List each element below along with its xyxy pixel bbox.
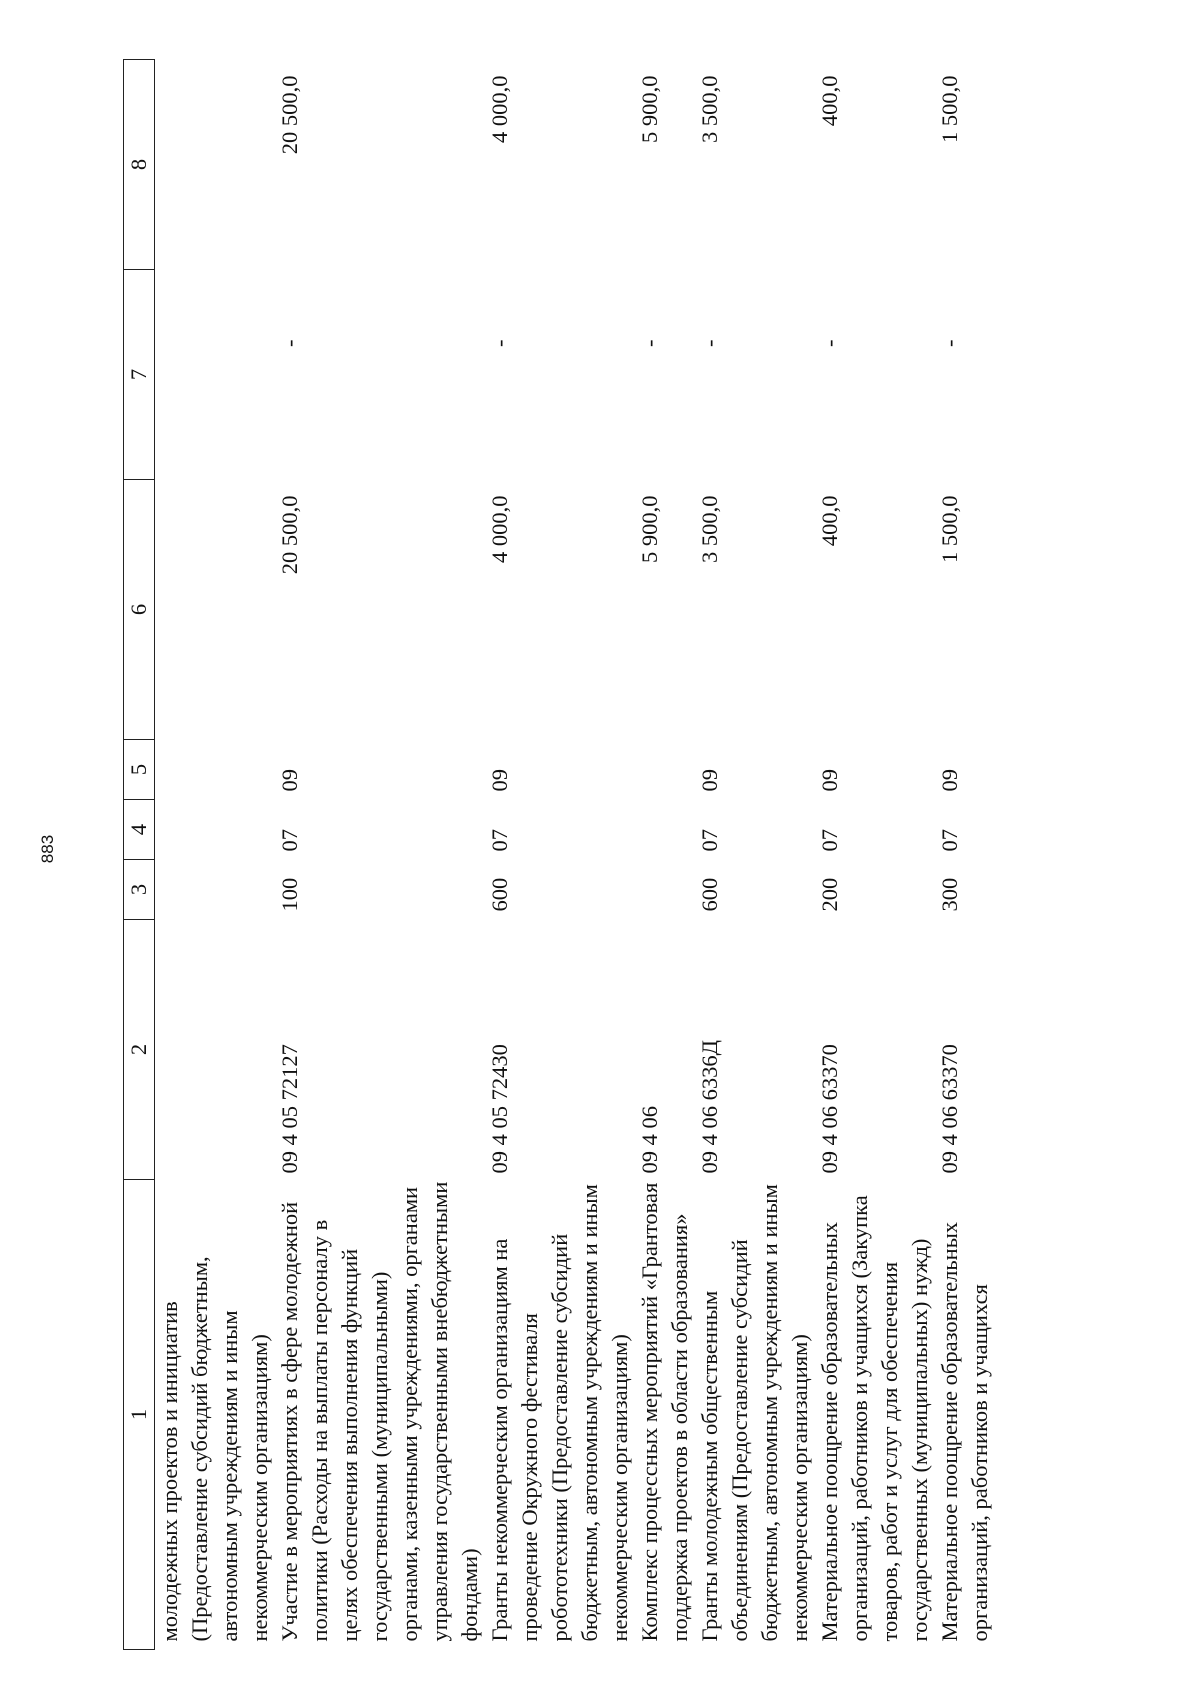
row-c4 [155, 800, 276, 860]
table-row [815, 60, 935, 1650]
row-c4: 07 [937, 829, 962, 852]
row-c4: 07 [817, 829, 842, 852]
row-c6: 20 500,0 [277, 495, 302, 575]
table-row [935, 60, 995, 1650]
budget-table-rotated [123, 60, 1073, 1650]
column-header: 2 [124, 920, 155, 1180]
table-row [695, 60, 815, 1650]
table-row [635, 60, 695, 1650]
row-c5: 09 [937, 769, 962, 792]
row-c3 [155, 860, 276, 920]
row-c7: - [277, 339, 302, 347]
row-c3: 300 [937, 877, 962, 912]
row-c8: 400,0 [817, 75, 842, 127]
column-header: 7 [124, 270, 155, 480]
column-header: 5 [124, 740, 155, 800]
row-c6 [155, 480, 276, 740]
row-code: 09 4 06 6336Д [697, 1040, 722, 1174]
row-c5 [155, 740, 276, 800]
row-code: 09 4 06 63370 [817, 1044, 842, 1174]
row-c7: - [697, 339, 722, 347]
row-name: Участие в мероприятиях в сфере молодежной политики (Расходы на выплаты персоналу в целях обеспечения выполнения функций государственными (муниципальными) органами, казенными учреждениями, органами управления государственными внебюджетными фондами) [277, 1181, 482, 1642]
row-name: Гранты молодежным общественным объединениям (Предоставление субсидий бюджетным, автономным учреждениям и иным некоммерческим организациям) [697, 1184, 812, 1642]
row-c6: 3 500,0 [697, 495, 722, 563]
column-header: 3 [124, 860, 155, 920]
row-c7: - [487, 339, 512, 347]
row-c5 [635, 740, 695, 800]
row-code: 09 4 05 72430 [487, 1044, 512, 1174]
table-row [485, 60, 635, 1650]
row-c3: 100 [277, 877, 302, 912]
page-number: 883 [38, 834, 57, 864]
row-c3: 600 [487, 877, 512, 912]
table-header-row [124, 60, 155, 1650]
row-c8: 4 000,0 [487, 75, 512, 143]
row-c8: 1 500,0 [937, 75, 962, 143]
row-c3: 600 [697, 877, 722, 912]
row-c7: - [817, 339, 842, 347]
table-row [275, 60, 485, 1650]
row-c3: 200 [817, 877, 842, 912]
column-header: 4 [124, 800, 155, 860]
row-c6: 400,0 [817, 495, 842, 547]
row-c6: 4 000,0 [487, 495, 512, 563]
row-code: 09 4 05 72127 [277, 1044, 302, 1174]
row-c8 [155, 60, 276, 270]
row-c7: - [937, 339, 962, 347]
row-code: 09 4 06 [637, 1106, 662, 1174]
row-c4: 07 [487, 829, 512, 852]
row-c7: - [637, 339, 662, 347]
column-header: 1 [124, 1180, 155, 1650]
row-c4: 07 [277, 829, 302, 852]
row-c6: 1 500,0 [937, 495, 962, 563]
row-name: Материальное поощрение образовательных организаций, работников и учащихся (Закупка товаров, работ и услуг для обеспечения государственных (муниципальных) нужд) [817, 1195, 932, 1642]
budget-table [123, 59, 995, 1650]
row-name: Комплекс процессных мероприятий «Грантовая поддержка проектов в области образования» [637, 1182, 692, 1642]
row-code: 09 4 06 63370 [937, 1044, 962, 1174]
row-c4: 07 [697, 829, 722, 852]
row-c5: 09 [817, 769, 842, 792]
row-c5: 09 [697, 769, 722, 792]
column-header: 6 [124, 480, 155, 740]
row-c8: 20 500,0 [277, 75, 302, 155]
column-header: 8 [124, 60, 155, 270]
row-c3 [635, 860, 695, 920]
row-c6: 5 900,0 [637, 495, 662, 563]
row-name: Материальное поощрение образовательных организаций, работников и учащихся [937, 1221, 992, 1642]
row-c7 [155, 270, 276, 480]
row-code [155, 920, 276, 1180]
row-name: Гранты некоммерческим организациям на проведение Окружного фестиваля робототехники (Предоставление субсидий бюджетным, автономным учреждениям и иным некоммерческим организациям) [487, 1184, 632, 1642]
row-c8: 3 500,0 [697, 75, 722, 143]
row-c5: 09 [487, 769, 512, 792]
row-c8: 5 900,0 [637, 75, 662, 143]
row-c5: 09 [277, 769, 302, 792]
table-row [155, 60, 276, 1650]
row-c4 [635, 800, 695, 860]
row-name: молодежных проектов и инициатив (Предоставление субсидий бюджетным, автономным учреждениям и иным некоммерческим организациям) [157, 1256, 272, 1642]
